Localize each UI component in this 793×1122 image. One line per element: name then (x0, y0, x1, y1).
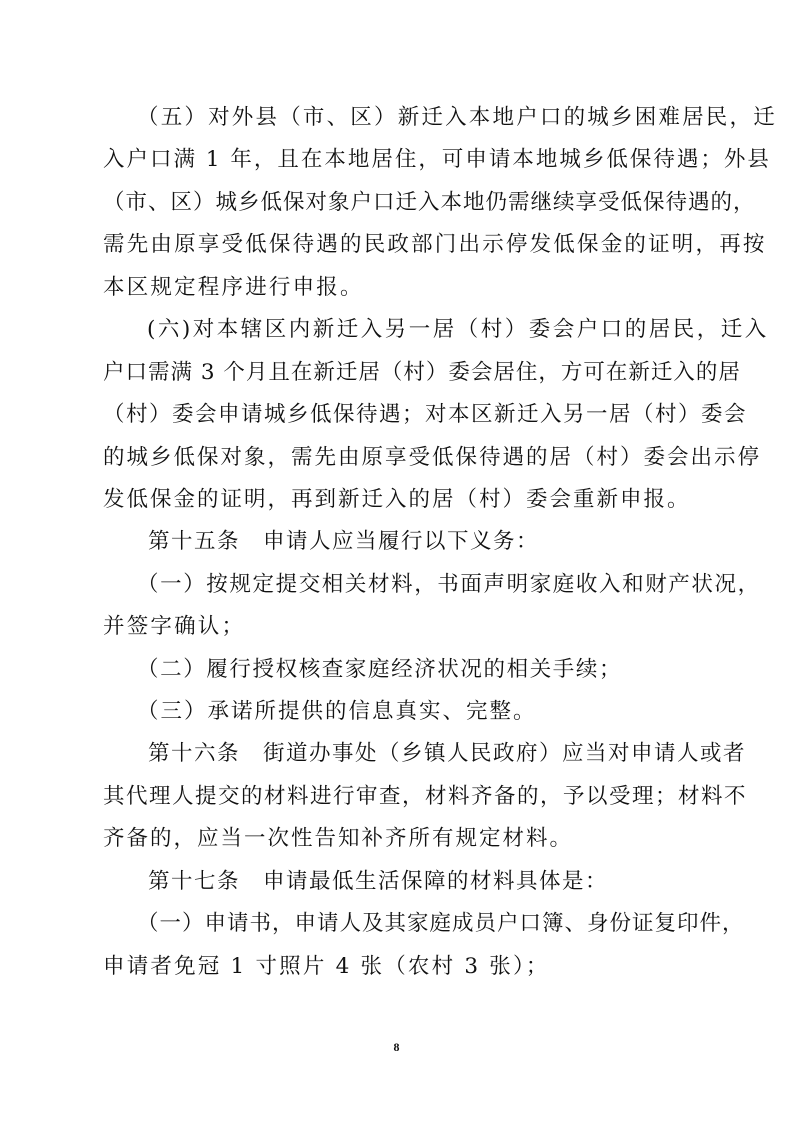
article-17-heading: 第十七条 申请最低生活保障的材料具体是： (148, 869, 609, 894)
article-16-line-3: 齐备的，应当一次性告知补齐所有规定材料。 (103, 826, 574, 851)
paragraph-5-line-5: 本区规定程序进行申报。 (103, 275, 364, 300)
paragraph-5-line-4: 需先由原享受低保待遇的民政部门出示停发低保金的证明，再按 (103, 232, 767, 257)
page-number: 8 (393, 1040, 400, 1054)
paragraph-6-line-5: 发低保金的证明，再到新迁入的居（村）委会重新申报。 (103, 487, 691, 512)
article-15-item-1-line-2: 并签字确认； (103, 614, 246, 639)
article-15-item-2: （二）履行授权核查家庭经济状况的相关手续； (137, 657, 623, 682)
paragraph-6-line-2: 户口需满 3 个月且在新迁居（村）委会居住，方可在新迁入的居 (103, 360, 741, 385)
paragraph-6-line-3: （村）委会申请城乡低保待遇；对本区新迁入另一居（村）委会 (103, 402, 748, 427)
paragraph-5-line-1: （五）对外县（市、区）新迁入本地户口的城乡困难居民，迁 (137, 105, 777, 130)
article-16-line-2: 其代理人提交的材料进行审查，材料齐备的，予以受理；材料不 (103, 784, 748, 809)
paragraph-5-line-2: 入户口满 1 年，且在本地居住，可申请本地城乡低保待遇；外县 (103, 147, 771, 172)
article-15-item-1-line-1: （一）按规定提交相关材料，书面声明家庭收入和财产状况， (137, 572, 761, 597)
article-17-item-1-line-1: （一）申请书，申请人及其家庭成员户口簿、身份证复印件， (137, 911, 745, 936)
paragraph-6-line-4: 的城乡低保对象，需先由原享受低保待遇的居（村）委会出示停 (103, 445, 762, 470)
article-15-heading: 第十五条 申请人应当履行以下义务： (148, 529, 540, 554)
article-17-item-1-line-2: 申请者免冠 1 寸照片 4 张（农村 3 张）； (103, 954, 550, 979)
paragraph-5-line-3: （市、区）城乡低保对象户口迁入本地仍需继续享受低保待遇的， (103, 190, 756, 215)
paragraph-6-line-1: (六)对本辖区内新迁入另一居（村）委会户口的居民，迁入 (147, 317, 769, 342)
article-16-line-1: 第十六条 街道办事处（乡镇人民政府）应当对申请人或者 (148, 741, 747, 766)
article-15-item-3: （三）承诺所提供的信息真实、完整。 (137, 699, 537, 724)
